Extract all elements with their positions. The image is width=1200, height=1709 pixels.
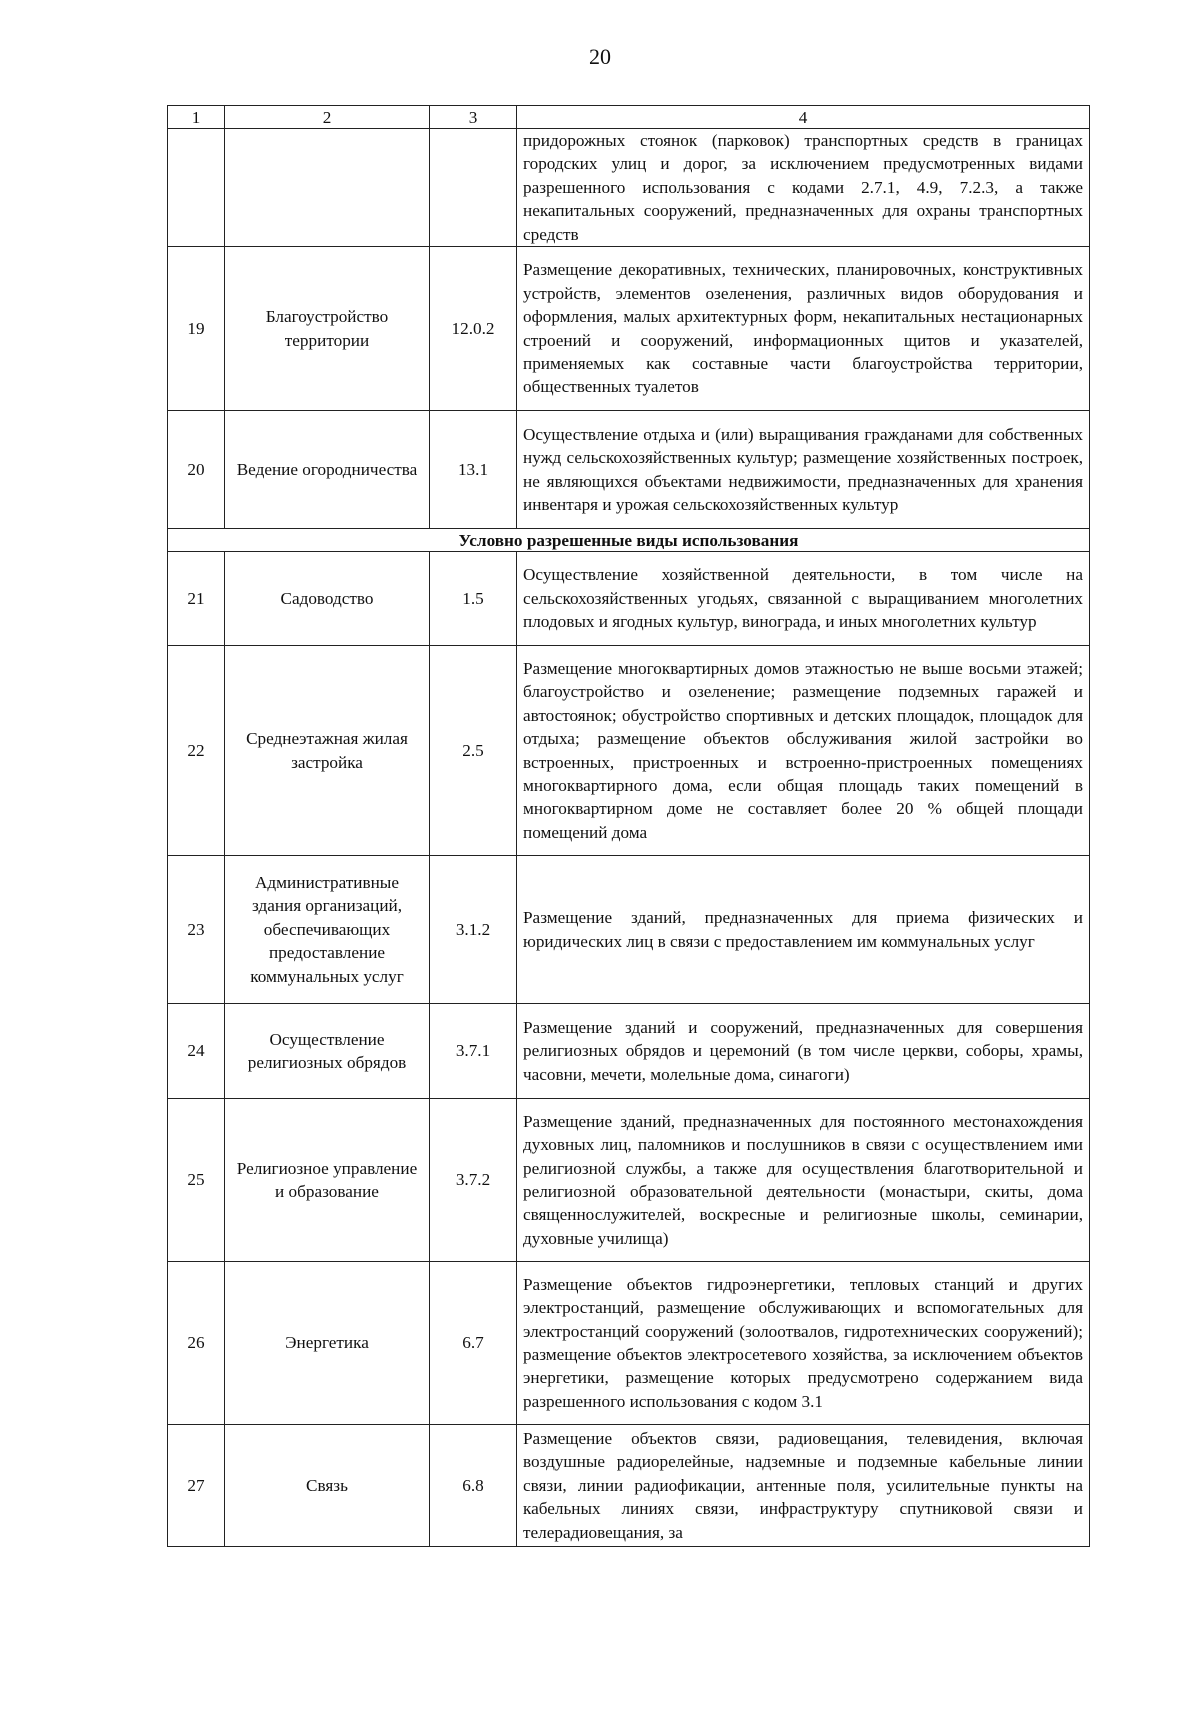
row-number: 23 xyxy=(168,856,225,1004)
description-cell: Осуществление хозяйственной деятельности, в том числе на сельскохозяйственных угодьях, связанной с выращиванием многолетних плодовых и ягодных культур, винограда, и иных многолетних культур xyxy=(517,552,1090,646)
use-code: 13.1 xyxy=(430,411,517,529)
row-number: 22 xyxy=(168,646,225,856)
header-cell: 2 xyxy=(225,106,430,129)
table-row xyxy=(168,247,1090,411)
table-row xyxy=(168,411,1090,529)
continuation-row xyxy=(168,129,1090,247)
header-cell: 1 xyxy=(168,106,225,129)
table-row xyxy=(168,552,1090,646)
table-row xyxy=(168,1004,1090,1099)
description-cell: Осуществление отдыха и (или) выращивания гражданами для собственных нужд сельскохозяйственных культур; размещение хозяйственных построек, не являющихся объектами недвижимости, предназначенных для хранения инвентаря и урожая сельскохозяйственных культур xyxy=(517,411,1090,529)
header-cell: 4 xyxy=(517,106,1090,129)
header-row xyxy=(168,106,1090,129)
description-cell: Размещение объектов связи, радиовещания, телевидения, включая воздушные радиорелейные, надземные и подземные кабельные линии связи, линии радиофикации, антенные поля, усилительные пункты на кабельных линиях связи, инфраструктуру спутниковой связи и телерадиовещания, за xyxy=(517,1425,1090,1547)
use-code: 12.0.2 xyxy=(430,247,517,411)
description-cell: Размещение декоративных, технических, планировочных, конструктивных устройств, элементов озеленения, различных видов оборудования и оформления, малых архитектурных форм, некапитальных нестационарных строений и сооружений, информационных щитов и указателей, применяемых как составные части благоустройства территории, общественных туалетов xyxy=(517,247,1090,411)
description-cell: Размещение многоквартирных домов этажностью не выше восьми этажей; благоустройство и озеленение; размещение подземных гаражей и автостоянок; обустройство спортивных и детских площадок, площадок для отдыха; размещение объектов обслуживания жилой застройки во встроенных, пристроенных и встроенно-пристроенных помещениях многоквартирного дома, если общая площадь таких помещений в многоквартирном доме не составляет более 20 % общей площади помещений дома xyxy=(517,646,1090,856)
use-code: 6.8 xyxy=(430,1425,517,1547)
description-cell: Размещение зданий, предназначенных для приема физических и юридических лиц в связи с предоставлением им коммунальных услуг xyxy=(517,856,1090,1004)
row-number: 20 xyxy=(168,411,225,529)
use-code: 2.5 xyxy=(430,646,517,856)
use-code: 3.7.2 xyxy=(430,1099,517,1262)
use-name: Садоводство xyxy=(225,552,430,646)
description-cell: придорожных стоянок (парковок) транспортных средств в границах городских улиц и дорог, за исключением предусмотренных видами разрешенного использования с кодами 2.7.1, 4.9, 7.2.3, а также некапитальных сооружений, предназначенных для охраны транспортных средств xyxy=(517,129,1090,247)
table-row xyxy=(168,1262,1090,1425)
row-number: 25 xyxy=(168,1099,225,1262)
use-name: Религиозное управление и образование xyxy=(225,1099,430,1262)
section-title: Условно разрешенные виды использования xyxy=(168,529,1090,552)
use-name: Благоустройство территории xyxy=(225,247,430,411)
description-cell: Размещение объектов гидроэнергетики, тепловых станций и других электростанций, размещение обслуживающих и вспомогательных для электростанций сооружений (золоотвалов, гидротехнических сооружений); размещение объектов электросетевого хозяйства, за исключением объектов энергетики, размещение которых предусмотрено содержанием вида разрешенного использования с кодом 3.1 xyxy=(517,1262,1090,1425)
table-row xyxy=(168,856,1090,1004)
use-code: 6.7 xyxy=(430,1262,517,1425)
land-use-table xyxy=(167,105,1090,1547)
row-number: 21 xyxy=(168,552,225,646)
description-cell: Размещение зданий, предназначенных для постоянного местонахождения духовных лиц, паломников и послушников в связи с осуществлением ими религиозной службы, а также для осуществления благотворительной и религиозной образовательной деятельности (монастыри, скиты, дома священнослужителей, воскресные и религиозные школы, семинарии, духовные училища) xyxy=(517,1099,1090,1262)
row-number: 19 xyxy=(168,247,225,411)
page-number: 20 xyxy=(589,44,611,69)
use-name: Ведение огородничества xyxy=(225,411,430,529)
section-row xyxy=(168,529,1090,552)
row-number: 26 xyxy=(168,1262,225,1425)
use-name: Связь xyxy=(225,1425,430,1547)
use-code: 3.7.1 xyxy=(430,1004,517,1099)
row-number: 27 xyxy=(168,1425,225,1547)
header-cell: 3 xyxy=(430,106,517,129)
row-number: 24 xyxy=(168,1004,225,1099)
table-row xyxy=(168,646,1090,856)
table-row xyxy=(168,1425,1090,1547)
use-name: Административные здания организаций, обеспечивающих предоставление коммунальных услуг xyxy=(225,856,430,1004)
description-cell: Размещение зданий и сооружений, предназначенных для совершения религиозных обрядов и церемоний (в том числе церкви, соборы, храмы, часовни, мечети, молельные дома, синагоги) xyxy=(517,1004,1090,1099)
use-name: Среднеэтажная жилая застройка xyxy=(225,646,430,856)
table-row xyxy=(168,1099,1090,1262)
use-name: Энергетика xyxy=(225,1262,430,1425)
use-code: 3.1.2 xyxy=(430,856,517,1004)
use-name: Осуществление религиозных обрядов xyxy=(225,1004,430,1099)
use-code: 1.5 xyxy=(430,552,517,646)
